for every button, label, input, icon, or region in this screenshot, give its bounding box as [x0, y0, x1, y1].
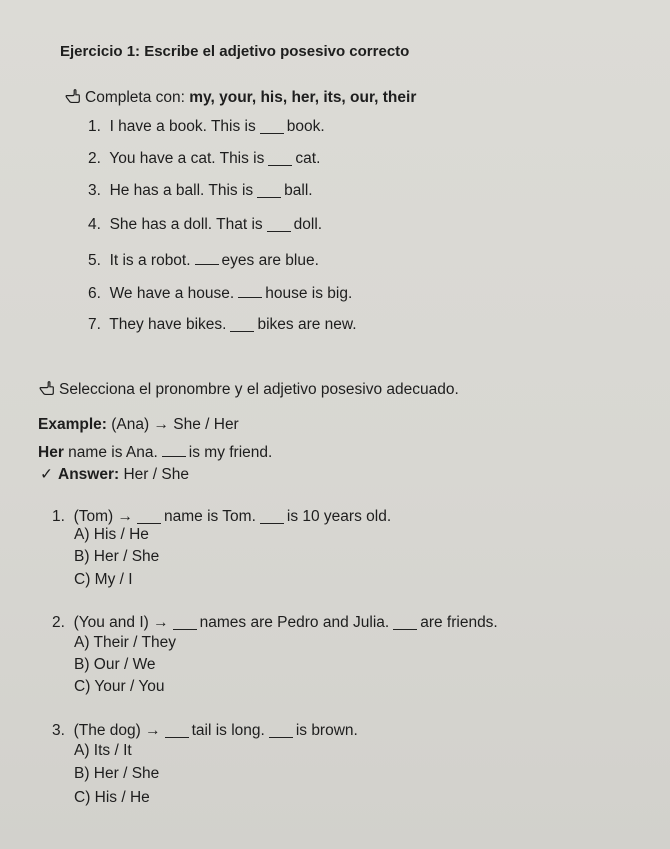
answer-blank[interactable]: [393, 616, 417, 630]
item-after-text: eyes are blue.: [221, 252, 319, 269]
item-number: 7.: [88, 316, 101, 333]
section2-instruction: [38, 380, 459, 399]
pointing-hand-icon: [38, 380, 55, 397]
option-a[interactable]: A) Their / They: [74, 634, 176, 651]
question-2: [52, 614, 498, 632]
example-sentence: [38, 443, 272, 462]
answer-blank[interactable]: [268, 152, 292, 166]
answer-blank[interactable]: [173, 616, 197, 630]
pointing-hand-icon: [64, 88, 81, 105]
answer-blank[interactable]: [230, 318, 254, 332]
section2-instruction-text: Selecciona el pronombre y el adjetivo posesivo adecuado.: [59, 381, 459, 398]
fill-item-3: [88, 182, 313, 200]
example-sentence-after: is my friend.: [188, 444, 273, 461]
answer-label: Answer:: [58, 466, 120, 483]
question-number: 3.: [52, 722, 65, 739]
answer-blank[interactable]: [257, 184, 281, 198]
question-prompt: (The dog) →: [73, 722, 161, 739]
item-after-text: house is big.: [265, 285, 353, 302]
item-after-text: doll.: [293, 216, 323, 233]
question-end: is brown.: [295, 722, 358, 739]
answer-blank[interactable]: [137, 510, 161, 524]
example-prompt: (Ana) → She / Her: [111, 416, 239, 433]
answer-blank[interactable]: [162, 443, 186, 457]
fill-item-2: [88, 150, 320, 168]
item-before-text: You have a cat. This is: [109, 150, 265, 167]
answer-blank[interactable]: [260, 510, 284, 524]
option-c[interactable]: C) My / I: [74, 571, 133, 588]
item-after-text: ball.: [284, 182, 313, 199]
item-number: 1.: [88, 118, 101, 135]
question-number: 1.: [52, 508, 65, 525]
fill-item-5: [88, 251, 319, 270]
answer-blank[interactable]: [195, 251, 219, 265]
answer-blank[interactable]: [269, 724, 293, 738]
item-after-text: cat.: [295, 150, 321, 167]
option-a[interactable]: A) His / He: [74, 526, 149, 543]
section1-instruction-words: my, your, his, her, its, our, their: [189, 89, 417, 106]
answer-blank[interactable]: [267, 218, 291, 232]
item-number: 3.: [88, 182, 101, 199]
example-line: [38, 416, 239, 434]
option-a[interactable]: A) Its / It: [74, 742, 132, 759]
fill-item-4: [88, 216, 322, 234]
item-before-text: It is a robot.: [109, 252, 191, 269]
fill-item-7: [88, 316, 357, 334]
section1-instruction: [64, 88, 416, 107]
item-number: 2.: [88, 150, 101, 167]
item-before-text: I have a book. This is: [109, 118, 256, 135]
item-number: 4.: [88, 216, 101, 233]
answer-blank[interactable]: [165, 724, 189, 738]
option-c[interactable]: C) His / He: [74, 789, 150, 806]
item-before-text: He has a ball. This is: [109, 182, 254, 199]
option-b[interactable]: B) Her / She: [74, 765, 160, 782]
question-1: [52, 508, 391, 526]
item-before-text: They have bikes.: [109, 316, 227, 333]
question-prompt: (You and I) →: [73, 614, 169, 631]
question-middle: name is Tom.: [163, 508, 256, 525]
fill-item-1: [88, 118, 325, 136]
option-b[interactable]: B) Her / She: [74, 548, 160, 565]
item-before-text: She has a doll. That is: [109, 216, 263, 233]
example-sentence-bold: Her: [38, 444, 64, 461]
fill-item-6: [88, 284, 352, 303]
option-b[interactable]: B) Our / We: [74, 656, 156, 673]
item-number: 5.: [88, 252, 101, 269]
question-3: [52, 722, 358, 740]
question-middle: names are Pedro and Julia.: [199, 614, 390, 631]
option-c[interactable]: C) Your / You: [74, 678, 165, 695]
item-before-text: We have a house.: [109, 285, 235, 302]
question-middle: tail is long.: [191, 722, 265, 739]
section1-instruction-prefix: Completa con:: [85, 89, 190, 106]
question-end: is 10 years old.: [286, 508, 392, 525]
question-number: 2.: [52, 614, 65, 631]
answer-value: Her / She: [123, 466, 189, 483]
example-answer: [40, 466, 189, 484]
example-sentence-rest: name is Ana.: [68, 444, 158, 461]
item-after-text: bikes are new.: [257, 316, 357, 333]
answer-blank[interactable]: [238, 284, 262, 298]
example-label: Example:: [38, 416, 107, 433]
item-number: 6.: [88, 285, 101, 302]
exercise-title: Ejercicio 1: Escribe el adjetivo posesivo correcto: [60, 43, 410, 60]
question-prompt: (Tom) →: [73, 508, 133, 525]
answer-blank[interactable]: [260, 120, 284, 134]
item-after-text: book.: [286, 118, 325, 135]
check-mark-icon: ✓: [40, 466, 53, 483]
question-end: are friends.: [420, 614, 498, 631]
